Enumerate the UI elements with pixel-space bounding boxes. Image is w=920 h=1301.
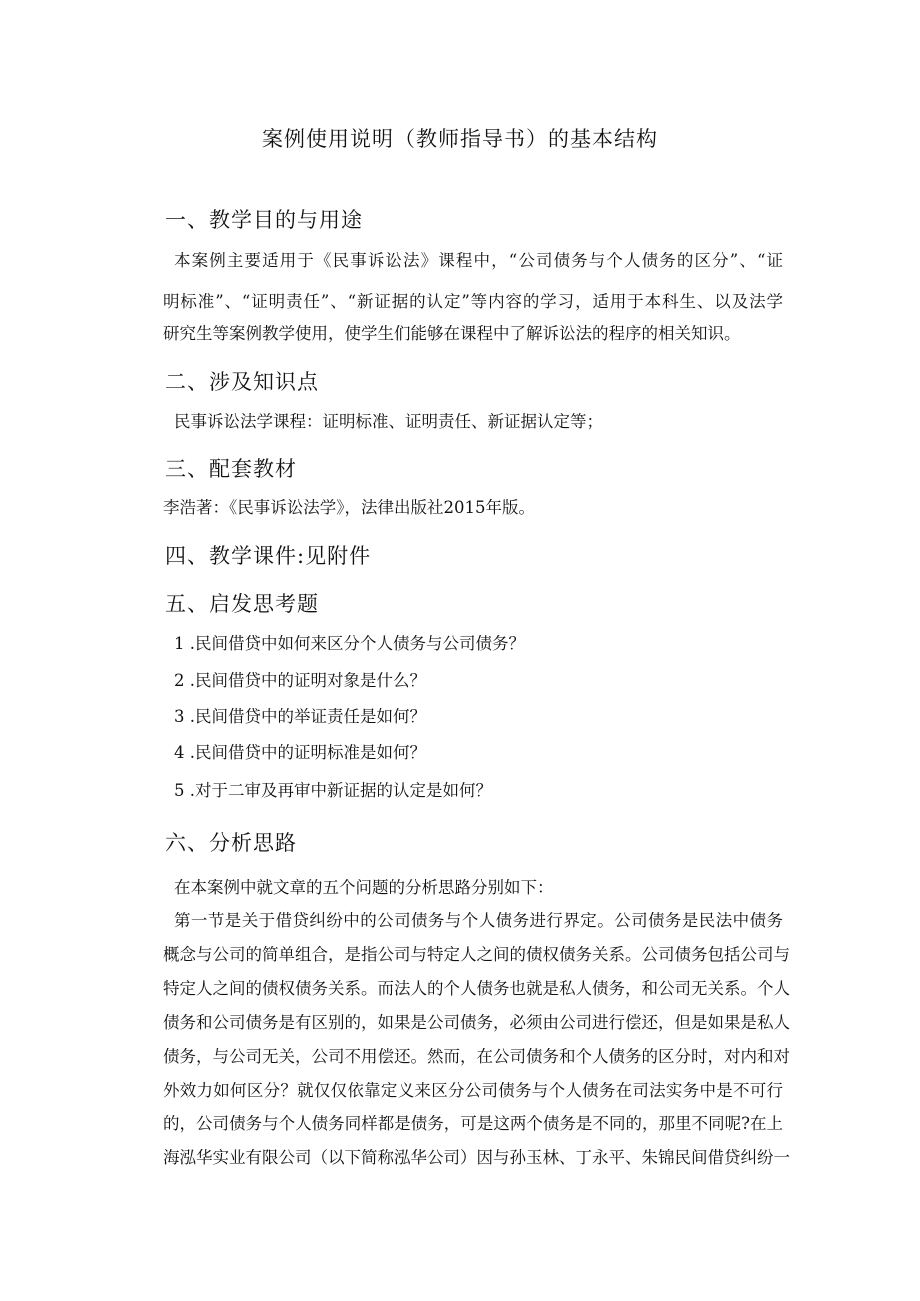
section-2-heading: 二、涉及知识点 xyxy=(165,370,319,394)
section-6-line-7: 的，公司债务与个人债务同样都是债务，可是这两个债务是不同的，那里不同呢?在上 xyxy=(163,1114,783,1133)
section-1-heading: 一、教学目的与用途 xyxy=(165,208,363,232)
section-1-line-3: 研究生等案例教学使用，使学生们能够在课程中了解诉讼法的程序的相关知识。 xyxy=(163,324,741,343)
section-3-heading: 三、配套教材 xyxy=(165,457,297,481)
section-6-line-4: 债务和公司债务是有区别的，如果是公司债务，必须由公司进行偿还，但是如果是私人 xyxy=(163,1013,790,1032)
section-6-heading: 六、分析思路 xyxy=(165,831,297,855)
section-6-line-2: 概念与公司的简单组合，是指公司与特定人之间的债权债务关系。公司债务包括公司与 xyxy=(163,945,790,964)
question-4: 4 .民间借贷中的证明标准是如何？ xyxy=(174,743,426,762)
question-1: 1 .民间借贷中如何来区分个人债务与公司债务？ xyxy=(174,634,525,653)
section-5-heading: 五、启发思考题 xyxy=(165,592,319,616)
section-6-line-1: 第一节是关于借贷纠纷中的公司债务与个人债务进行界定。公司债务是民法中债务 xyxy=(174,911,783,930)
document-title: 案例使用说明（教师指导书）的基本结构 xyxy=(262,127,658,151)
section-6-line-3: 特定人之间的债权债务关系。而法人的个人债务也就是私人债务，和公司无关系。个人 xyxy=(163,979,790,998)
question-5: 5 .对于二审及再审中新证据的认定是如何？ xyxy=(174,781,492,800)
section-3-line: 李浩著：《民事诉讼法学》，法律出版社2015年版。 xyxy=(163,498,535,517)
section-1-line-1: 本案例主要适用于《民事诉讼法》课程中，“公司债务与个人债务的区分”、“证 xyxy=(174,251,783,270)
section-4-heading: 四、教学课件:见附件 xyxy=(165,544,372,568)
question-3: 3 .民间借贷中的举证责任是如何？ xyxy=(174,707,426,726)
question-2: 2 .民间借贷中的证明对象是什么？ xyxy=(174,671,426,690)
section-2-line: 民事诉讼法学课程：证明标准、证明责任、新证据认定等； xyxy=(174,412,603,431)
section-6-line-8: 海泓华实业有限公司（以下简称泓华公司）因与孙玉林、丁永平、朱锦民间借贷纠纷一 xyxy=(163,1148,790,1167)
section-1-line-2: 明标准”、“证明责任”、“新证据的认定”等内容的学习，适用于本科生、以及法学 xyxy=(163,292,783,311)
section-6-line-5: 债务，与公司无关，公司不用偿还。然而，在公司债务和个人债务的区分时，对内和对 xyxy=(163,1047,790,1066)
section-6-line-6: 外效力如何区分？就仅仅依靠定义来区分公司债务与个人债务在司法实务中是不可行 xyxy=(163,1081,783,1100)
section-6-intro: 在本案例中就文章的五个问题的分析思路分别如下： xyxy=(174,878,554,897)
